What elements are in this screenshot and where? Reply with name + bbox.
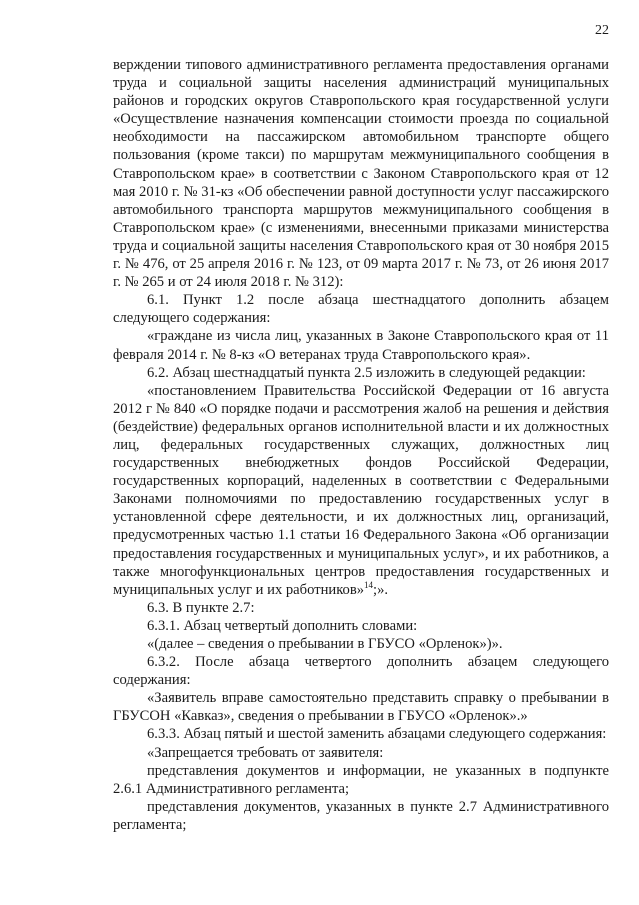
paragraph-6-1: 6.1. Пункт 1.2 после абзаца шестнадцатого дополнить абзацем следующего содержания: <box>113 292 609 327</box>
page-number: 22 <box>595 23 609 38</box>
paragraph-6-2-quote <box>113 382 609 599</box>
paragraph-6-3-1: 6.3.1. Абзац четвертый дополнить словами: <box>147 617 418 634</box>
paragraph-prohibition-heading: «Запрещается требовать от заявителя: <box>147 744 384 761</box>
paragraph-6-2-quote-text: «постановлением Правительства Российской Федерации от 16 августа 2012 г № 840 «О порядке подачи и рассмотрения жалоб на решения и действия (бездействие) федеральных органов исполнительной власти и их должностных лиц, федеральных государственных служащих, должностных лиц государственных внебюджетных фондов Российской Федерации, государственных корпораций, наделенных в соответствии с Федеральными Законами полномочиями по предоставлению государственных услуг в установленной сфере деятельности, и их должностных лиц, организаций, предусмотренных частью 1.1 статьи 16 Федерального Закона «Об организации предоставления государственных и муниципальных услуг», и их работников, а также многофункциональных центров предоставления государственных и муниципальных услуг и их работников» <box>113 382 609 598</box>
paragraph-6-3-2: 6.3.2. После абзаца четвертого дополнить абзацем следующего содержания: <box>113 654 609 689</box>
paragraph-6-3-1-quote: «(далее – сведения о пребывании в ГБУСО «Орленок»)». <box>147 636 503 652</box>
paragraph-6-1-quote: «граждане из числа лиц, указанных в Законе Ставропольского края от 11 февраля 2014 г. № 8-кз «О ветеранах труда Ставропольского края». <box>113 328 609 363</box>
paragraph-6-3-3: 6.3.3. Абзац пятый и шестой заменить абзацами следующего содержания: <box>147 726 607 743</box>
paragraph-6-2: 6.2. Абзац шестнадцатый пункта 2.5 изложить в следующей редакции: <box>147 364 586 381</box>
document-body <box>113 56 609 834</box>
paragraph-6-3: 6.3. В пункте 2.7: <box>147 599 255 616</box>
paragraph-6-2-quote-tail: ;». <box>373 581 389 598</box>
paragraph-intro: верждении типового административного регламента предоставления органами труда и социальной защиты населения администраций муниципальных районов и городских округов Ставропольского края государственной услуги «Осуществление назначения компенсации стоимости проезда по социальной необходимости на пассажирском автомобильном транспорте общего пользования (кроме такси) по маршрутам межмуниципального сообщения в Ставропольском крае» в соответствии с Законом Ставропольского края от 12 мая 2010 г. № 31-кз «Об обеспечении равной доступности услуг пассажирского автомобильного транспорта маршрутов межмуниципального сообщения в Ставропольском крае» (с изменениями, внесенными приказами министерства труда и социальной защиты населения Ставропольского края от 30 ноября 2015 г. № 476, от 25 апреля 2016 г. № 123, от 09 марта 2017 г. № 73, от 26 июня 2017 г. № 265 и от 24 июля 2018 г. № 312): <box>113 57 609 291</box>
paragraph-6-3-2-quote: «Заявитель вправе самостоятельно представить справку о пребывании в ГБУСОН «Кавказ», сведения о пребывании в ГБУСО «Орленок».» <box>113 690 609 725</box>
paragraph-prohibition-item-2: представления документов, указанных в пункте 2.7 Административного регламента; <box>113 798 609 833</box>
paragraph-prohibition-item-1: представления документов и информации, не указанных в подпункте 2.6.1 Административного регламента; <box>113 762 609 797</box>
footnote-ref: 14 <box>364 579 374 590</box>
